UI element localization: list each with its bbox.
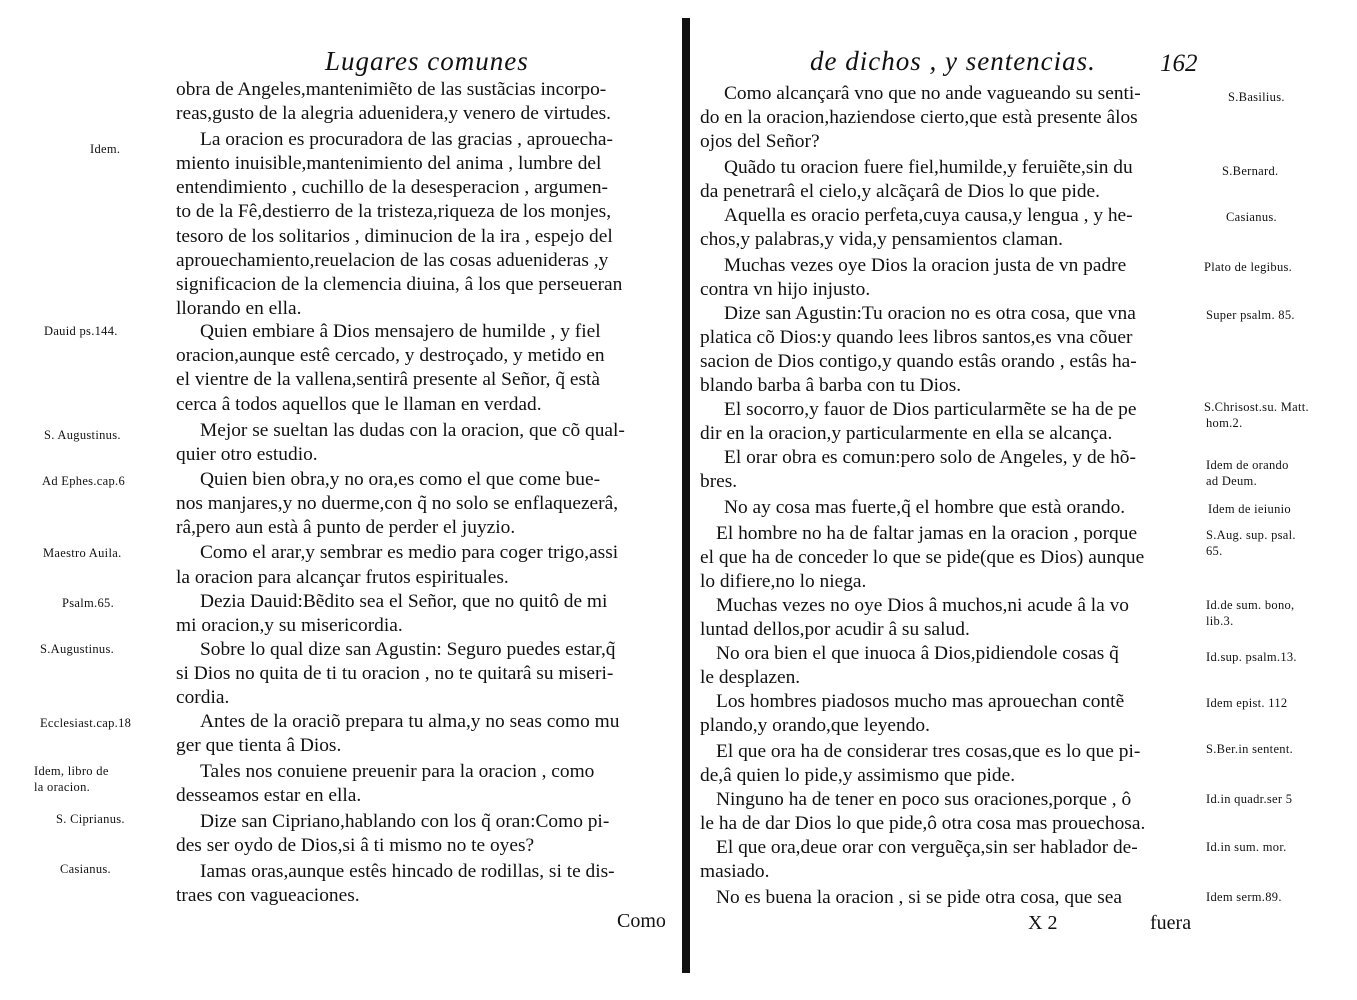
gutter-rule xyxy=(682,18,690,973)
right-line: luntad dellos,por acudir â su salud. xyxy=(700,619,970,640)
left-line: significacion de la clemencia diuina, â los que perseueran xyxy=(176,274,623,295)
left-line: Dize san Cipriano,hablando con los q̃ oran:Como pi- xyxy=(200,811,610,832)
margin-note: Casianus. xyxy=(60,862,111,876)
left-line: reas,gusto de la alegria aduenidera,y venero de virtudes. xyxy=(176,103,612,124)
margin-note: S.Aug. sup. psal. xyxy=(1206,528,1296,542)
margin-note: Id.de sum. bono, xyxy=(1206,598,1295,612)
right-line: platica cõ Dios:y quando lees libros santos,es vna cõuer xyxy=(700,327,1133,348)
right-line: El orar obra es comun:pero solo de Angeles, y de hõ- xyxy=(724,447,1136,468)
right-line: dir en la oracion,y particularmente en ella se alcança. xyxy=(700,423,1113,444)
right-line: masiado. xyxy=(700,861,770,882)
left-line: Quien bien obra,y no ora,es como el que come bue- xyxy=(200,469,601,490)
margin-note: Idem, libro de xyxy=(34,764,109,778)
margin-note: Id.in quadr.ser 5 xyxy=(1206,792,1293,806)
left-line: traes con vagueaciones. xyxy=(176,885,360,906)
right-line: Aquella es oracio perfeta,cuya causa,y lengua , y he- xyxy=(724,205,1133,226)
margin-note: hom.2. xyxy=(1206,416,1243,430)
left-line: râ,pero aun està â punto de perder el juyzio. xyxy=(176,517,516,538)
right-line: blando barba â barba con tu Dios. xyxy=(700,375,962,396)
left-line: Mejor se sueltan las dudas con la oracion, que cõ qual- xyxy=(200,420,625,441)
margin-note: la oracion. xyxy=(34,780,91,794)
margin-note: S.Ber.in sentent. xyxy=(1206,742,1294,756)
signature-mark: X 2 xyxy=(1028,912,1058,934)
right-line: le desplazen. xyxy=(700,667,801,688)
right-line: Ninguno ha de tener en poco sus oraciones,porque , ô xyxy=(716,789,1132,810)
left-catchword: Como xyxy=(617,910,666,932)
right-line: Como alcançarâ vno que no ande vagueando su senti- xyxy=(724,83,1141,104)
margin-note: S.Chrisost.su. Matt. xyxy=(1204,400,1309,414)
margin-note: Super psalm. 85. xyxy=(1206,308,1295,322)
left-line: cordia. xyxy=(176,687,230,708)
margin-note: Id.sup. psalm.13. xyxy=(1206,650,1297,664)
right-line: Muchas vezes no oye Dios â muchos,ni acude â la vo xyxy=(716,595,1130,616)
left-line: si Dios no quita de ti tu oracion , no te quitarâ su miseri- xyxy=(176,663,614,684)
margin-note: S. Ciprianus. xyxy=(56,812,125,826)
right-line: contra vn hijo injusto. xyxy=(700,279,871,300)
right-line: Los hombres piadosos mucho mas aprouechan contẽ xyxy=(716,691,1125,712)
right-line: No ora bien el que inuoca â Dios,pidiendole cosas q̃ xyxy=(716,643,1119,664)
margin-note: lib.3. xyxy=(1206,614,1234,628)
margin-note: Maestro Auila. xyxy=(43,546,122,560)
right-line: el que ha de conceder lo que se pide(que es Dios) aunque xyxy=(700,547,1145,568)
right-line: le ha de dar Dios lo que pide,ô otra cosa mas prouechosa. xyxy=(700,813,1146,834)
right-line: de,â quien lo pide,y assimismo que pide. xyxy=(700,765,1016,786)
right-line: El que ora ha de considerar tres cosas,que es lo que pi- xyxy=(716,741,1141,762)
left-line: cerca â todos aquellos que le llaman en verdad. xyxy=(176,394,542,415)
right-line: chos,y palabras,y vida,y pensamientos claman. xyxy=(700,229,1063,250)
left-line: Antes de la oraciõ prepara tu alma,y no seas como mu xyxy=(200,711,620,732)
left-line: desseamos estar en ella. xyxy=(176,785,362,806)
left-line: aprouechamiento,reuelacion de las cosas aduenideras ,y xyxy=(176,250,609,271)
right-line: bres. xyxy=(700,471,738,492)
margin-note: Casianus. xyxy=(1226,210,1277,224)
margin-note: Idem epist. 112 xyxy=(1206,696,1288,710)
margin-note: S. Augustinus. xyxy=(44,428,121,442)
right-line: No es buena la oracion , si se pide otra cosa, que sea xyxy=(716,887,1122,908)
margin-note: S.Basilius. xyxy=(1228,90,1285,104)
left-running-head: Lugares comunes xyxy=(325,46,529,76)
left-line: Dezia Dauid:Bẽdito sea el Señor, que no quitô de mi xyxy=(200,591,608,612)
right-line: Muchas vezes oye Dios la oracion justa de vn padre xyxy=(724,255,1127,276)
left-line: La oracion es procuradora de las gracias , aprouecha- xyxy=(200,129,613,150)
left-line: quier otro estudio. xyxy=(176,444,318,465)
left-line: Tales nos conuiene preuenir para la oracion , como xyxy=(200,761,595,782)
margin-note: Psalm.65. xyxy=(62,596,115,610)
left-line: miento inuisible,mantenimiento del anima , lumbre del xyxy=(176,153,602,174)
right-line: No ay cosa mas fuerte,q̃ el hombre que està orando. xyxy=(724,497,1126,518)
left-line: Quien embiare â Dios mensajero de humilde , y fiel xyxy=(200,321,601,342)
left-line: nos manjares,y no duerme,con q̃ no solo se enflaquezerâ, xyxy=(176,493,619,514)
left-line: obra de Angeles,mantenimiẽto de las sustãcias incorpo- xyxy=(176,79,607,100)
right-line: Quãdo tu oracion fuere fiel,humilde,y feruiẽte,sin du xyxy=(724,157,1133,178)
left-line: Iamas oras,aunque estês hincado de rodillas, si te dis- xyxy=(200,861,615,882)
right-line: ojos del Señor? xyxy=(700,131,820,152)
left-line: entendimiento , cuchillo de la desesperacion , argumen- xyxy=(176,177,609,198)
left-line: Como el arar,y sembrar es medio para coger trigo,assi xyxy=(200,542,619,563)
left-line: des ser oydo de Dios,si â ti mismo no te oyes? xyxy=(176,835,535,856)
right-line: El hombre no ha de faltar jamas en la oracion , porque xyxy=(716,523,1138,544)
margin-note: Ecclesiast.cap.18 xyxy=(40,716,132,730)
left-line: el vientre de la vallena,sentirâ presente al Señor, q̃ està xyxy=(176,369,601,390)
right-line: da penetrarâ el cielo,y alcãçarâ de Dios lo que pide. xyxy=(700,181,1100,202)
margin-note: Id.in sum. mor. xyxy=(1206,840,1287,854)
left-line: la oracion para alcançar frutos espirituales. xyxy=(176,567,509,588)
left-line: ger que tienta â Dios. xyxy=(176,735,342,756)
right-line: Dize san Agustin:Tu oracion no es otra cosa, que vna xyxy=(724,303,1136,324)
margin-note: Idem serm.89. xyxy=(1206,890,1282,904)
left-line: llorando en ella. xyxy=(176,298,302,319)
margin-note: Idem de orando xyxy=(1206,458,1289,472)
margin-note: Dauid ps.144. xyxy=(44,324,118,338)
margin-note: ad Deum. xyxy=(1206,474,1257,488)
margin-note: 65. xyxy=(1206,544,1223,558)
left-line: to de la Fê,destierro de la tristeza,riqueza de los monjes, xyxy=(176,201,612,222)
right-line: sacion de Dios contigo,y quando estâs orando , estâs ha- xyxy=(700,351,1137,372)
folio-number: 162 xyxy=(1160,50,1198,77)
margin-note: S.Bernard. xyxy=(1222,164,1279,178)
margin-note: Plato de legibus. xyxy=(1204,260,1293,274)
right-line: do en la oracion,haziendose cierto,que està presente âlos xyxy=(700,107,1138,128)
left-line: oracion,aunque estê cercado, y destroçado, y metido en xyxy=(176,345,605,366)
right-line: plando,y orando,que leyendo. xyxy=(700,715,930,736)
margin-note: S.Augustinus. xyxy=(40,642,115,656)
right-catchword: fuera xyxy=(1150,912,1192,934)
left-line: tesoro de los solitarios , diminucion de la ira , espejo del xyxy=(176,226,613,247)
right-running-head: de dichos , y sentencias. xyxy=(810,46,1096,76)
margin-note: Idem. xyxy=(90,142,121,156)
right-line: El que ora,deue orar con verguẽça,sin ser hablador de- xyxy=(716,837,1138,858)
left-line: mi oracion,y su misericordia. xyxy=(176,615,403,636)
right-line: lo difiere,no lo niega. xyxy=(700,571,867,592)
left-line: Sobre lo qual dize san Agustin: Seguro puedes estar,q̃ xyxy=(200,639,616,660)
margin-note: Idem de ieiunio xyxy=(1208,502,1291,516)
margin-note: Ad Ephes.cap.6 xyxy=(42,474,125,488)
right-line: El socorro,y fauor de Dios particularmẽte se ha de pe xyxy=(724,399,1137,420)
